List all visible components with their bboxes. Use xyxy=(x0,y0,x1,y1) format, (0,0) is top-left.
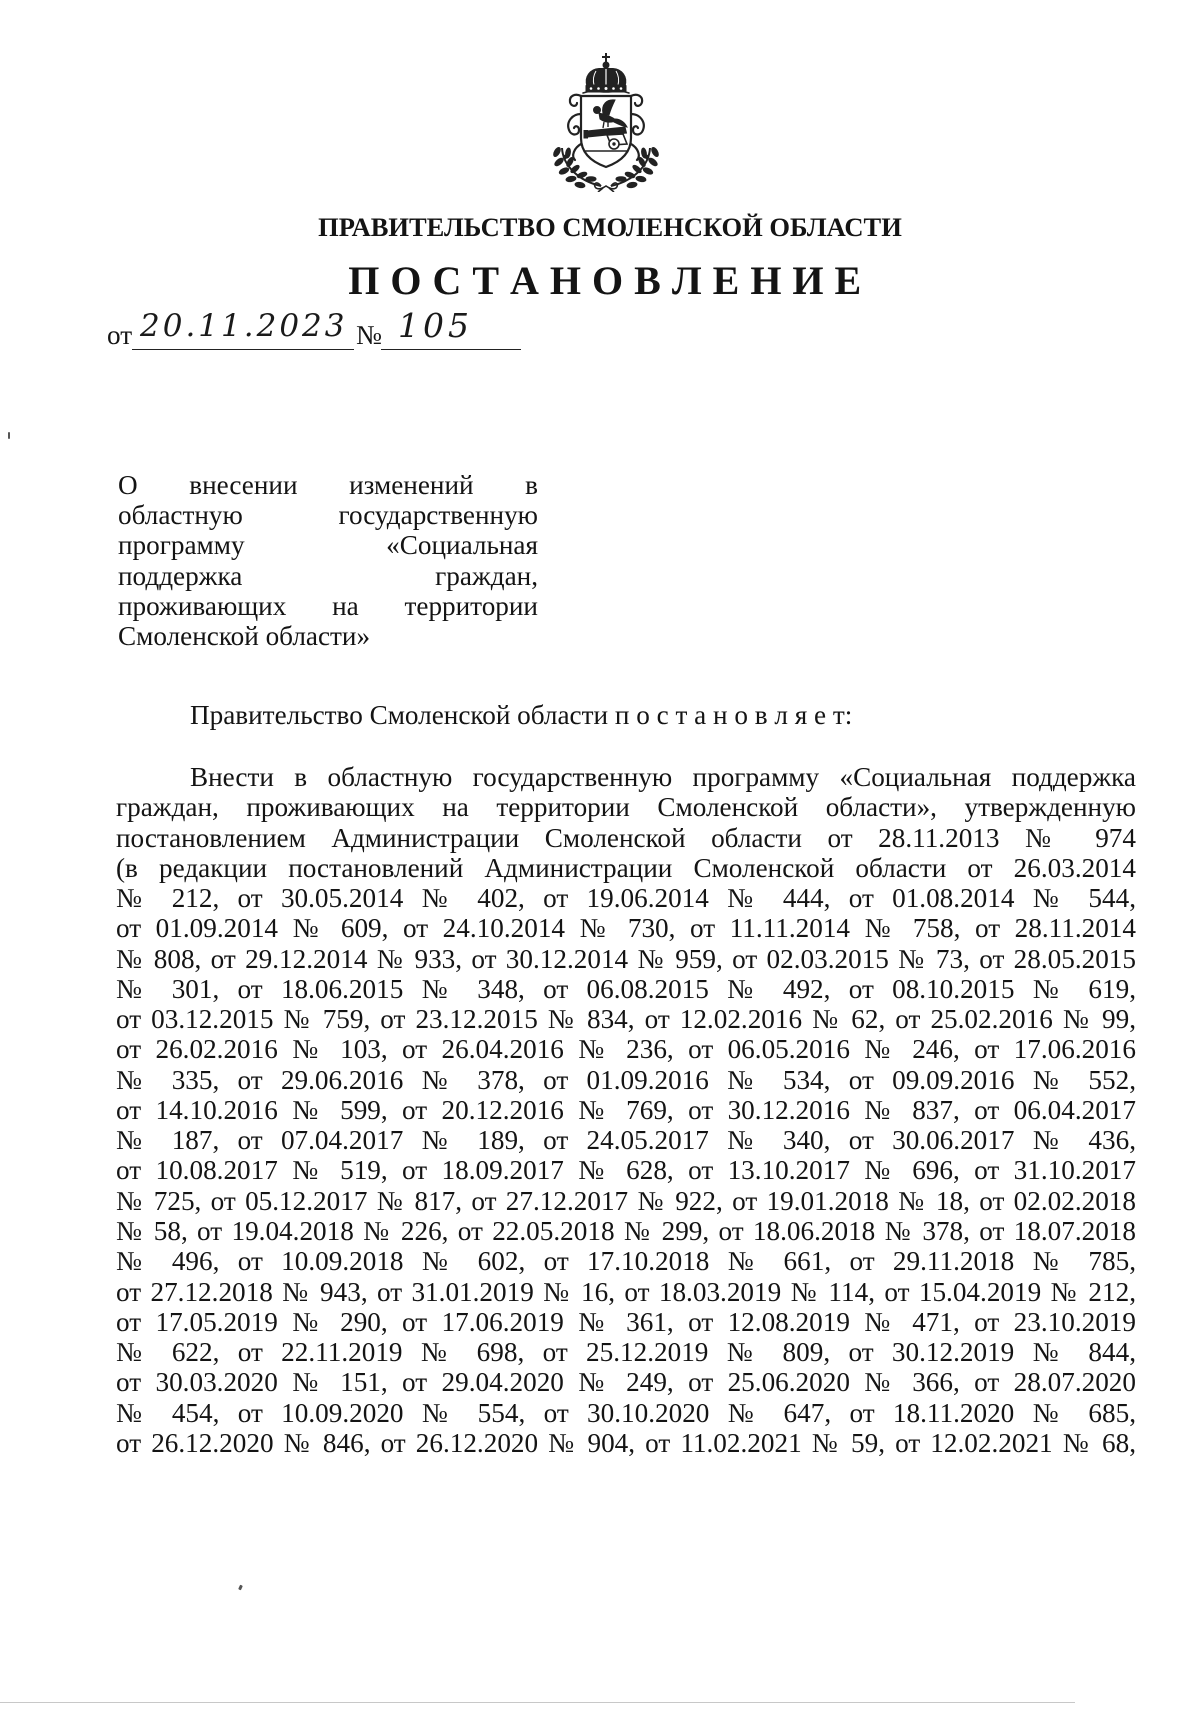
body-line: от 30.03.2020 № 151, от 29.04.2020 № 249, от 25.06.2020 № 366, от 28.07.2020 xyxy=(116,1367,1136,1398)
body-line: от 17.05.2019 № 290, от 17.06.2019 № 361, от 12.08.2019 № 471, от 23.10.2019 xyxy=(116,1306,1136,1337)
body-line: № 212, от 30.05.2014 № 402, от 19.06.2014 № 444, от 01.08.2014 № 544, xyxy=(116,883,1136,914)
issuing-authority: ПРАВИТЕЛЬСТВО СМОЛЕНСКОЙ ОБЛАСТИ xyxy=(318,212,902,242)
body-line: (в редакции постановлений Администрации Смоленской области от 26.03.2014 xyxy=(116,852,1136,883)
resolution-body xyxy=(116,762,1136,1458)
handwritten-date: 20.11.2023 xyxy=(140,308,348,344)
coat-of-arms-emblem xyxy=(541,52,671,192)
date-prefix: от xyxy=(107,320,133,350)
body-line: № 301, от 18.06.2015 № 348, от 06.08.2015 № 492, от 08.10.2015 № 619, xyxy=(116,973,1136,1004)
number-underline xyxy=(381,349,521,350)
body-line: № 335, от 29.06.2016 № 378, от 01.09.2016 № 534, от 09.09.2016 № 552, xyxy=(116,1064,1136,1095)
body-line: № 725, от 05.12.2017 № 817, от 27.12.2017 № 922, от 19.01.2018 № 18, от 02.02.2018 xyxy=(116,1185,1136,1216)
preamble-verb: п о с т а н о в л я е т: xyxy=(614,700,853,730)
resolution-title xyxy=(118,470,538,651)
title-line: проживающих на территории xyxy=(118,590,538,621)
body-line: № 58, от 19.04.2018 № 226, от 22.05.2018 № 299, от 18.06.2018 № 378, от 18.07.2018 xyxy=(116,1215,1136,1246)
crown-icon xyxy=(586,53,626,92)
body-line: Внести в областную государственную программу «Социальная поддержка xyxy=(190,762,1136,792)
scan-page-edge xyxy=(0,1702,1075,1703)
body-line: постановлением Администрации Смоленской области от 28.11.2013 № 974 xyxy=(116,822,1136,853)
title-line: программу «Социальная xyxy=(118,530,538,561)
preamble xyxy=(190,700,852,730)
body-line: от 26.12.2020 № 846, от 26.12.2020 № 904, от 11.02.2021 № 59, от 12.02.2021 № 68, xyxy=(116,1427,1136,1458)
body-line: граждан, проживающих на территории Смоленской области», утвержденную xyxy=(116,792,1136,823)
body-line: от 10.08.2017 № 519, от 18.09.2017 № 628, от 13.10.2017 № 696, от 31.10.2017 xyxy=(116,1155,1136,1186)
body-line: от 14.10.2016 № 599, от 20.12.2016 № 769, от 30.12.2016 № 837, от 06.04.2017 xyxy=(116,1094,1136,1125)
title-line: Смоленской области» xyxy=(118,620,371,651)
body-line: № 454, от 10.09.2020 № 554, от 30.10.2020 № 647, от 18.11.2020 № 685, xyxy=(116,1397,1136,1428)
body-line: от 27.12.2018 № 943, от 31.01.2019 № 16, от 18.03.2019 № 114, от 15.04.2019 № 212, xyxy=(116,1276,1136,1307)
body-line: от 03.12.2015 № 759, от 23.12.2015 № 834, от 12.02.2016 № 62, от 25.02.2016 № 99, xyxy=(116,1004,1136,1035)
date-underline xyxy=(132,349,354,350)
title-line: О внесении изменений в xyxy=(118,470,538,500)
body-line: № 808, от 29.12.2014 № 933, от 30.12.2014 № 959, от 02.03.2015 № 73, от 28.05.2015 xyxy=(116,943,1136,974)
title-line: поддержка граждан, xyxy=(118,560,538,591)
body-line: № 187, от 07.04.2017 № 189, от 24.05.2017 № 340, от 30.06.2017 № 436, xyxy=(116,1125,1136,1156)
handwritten-number: 105 xyxy=(398,306,473,345)
title-line: областную государственную xyxy=(118,500,538,531)
document-type-title: П О С Т А Н О В Л Е Н И Е xyxy=(348,258,862,303)
body-line: № 622, от 22.11.2019 № 698, от 25.12.2019 № 809, от 30.12.2019 № 844, xyxy=(116,1337,1136,1368)
number-sign: № xyxy=(356,320,382,350)
preamble-subject: Правительство Смоленской области xyxy=(190,700,609,730)
body-line: от 26.02.2016 № 103, от 26.04.2016 № 236, от 06.05.2016 № 246, от 17.06.2016 xyxy=(116,1034,1136,1065)
body-line: № 496, от 10.09.2018 № 602, от 17.10.2018 № 661, от 29.11.2018 № 785, xyxy=(116,1246,1136,1277)
scan-speck xyxy=(238,1585,243,1591)
scan-speck xyxy=(8,432,10,439)
body-line: от 01.09.2014 № 609, от 24.10.2014 № 730, от 11.11.2014 № 758, от 28.11.2014 xyxy=(116,913,1136,944)
